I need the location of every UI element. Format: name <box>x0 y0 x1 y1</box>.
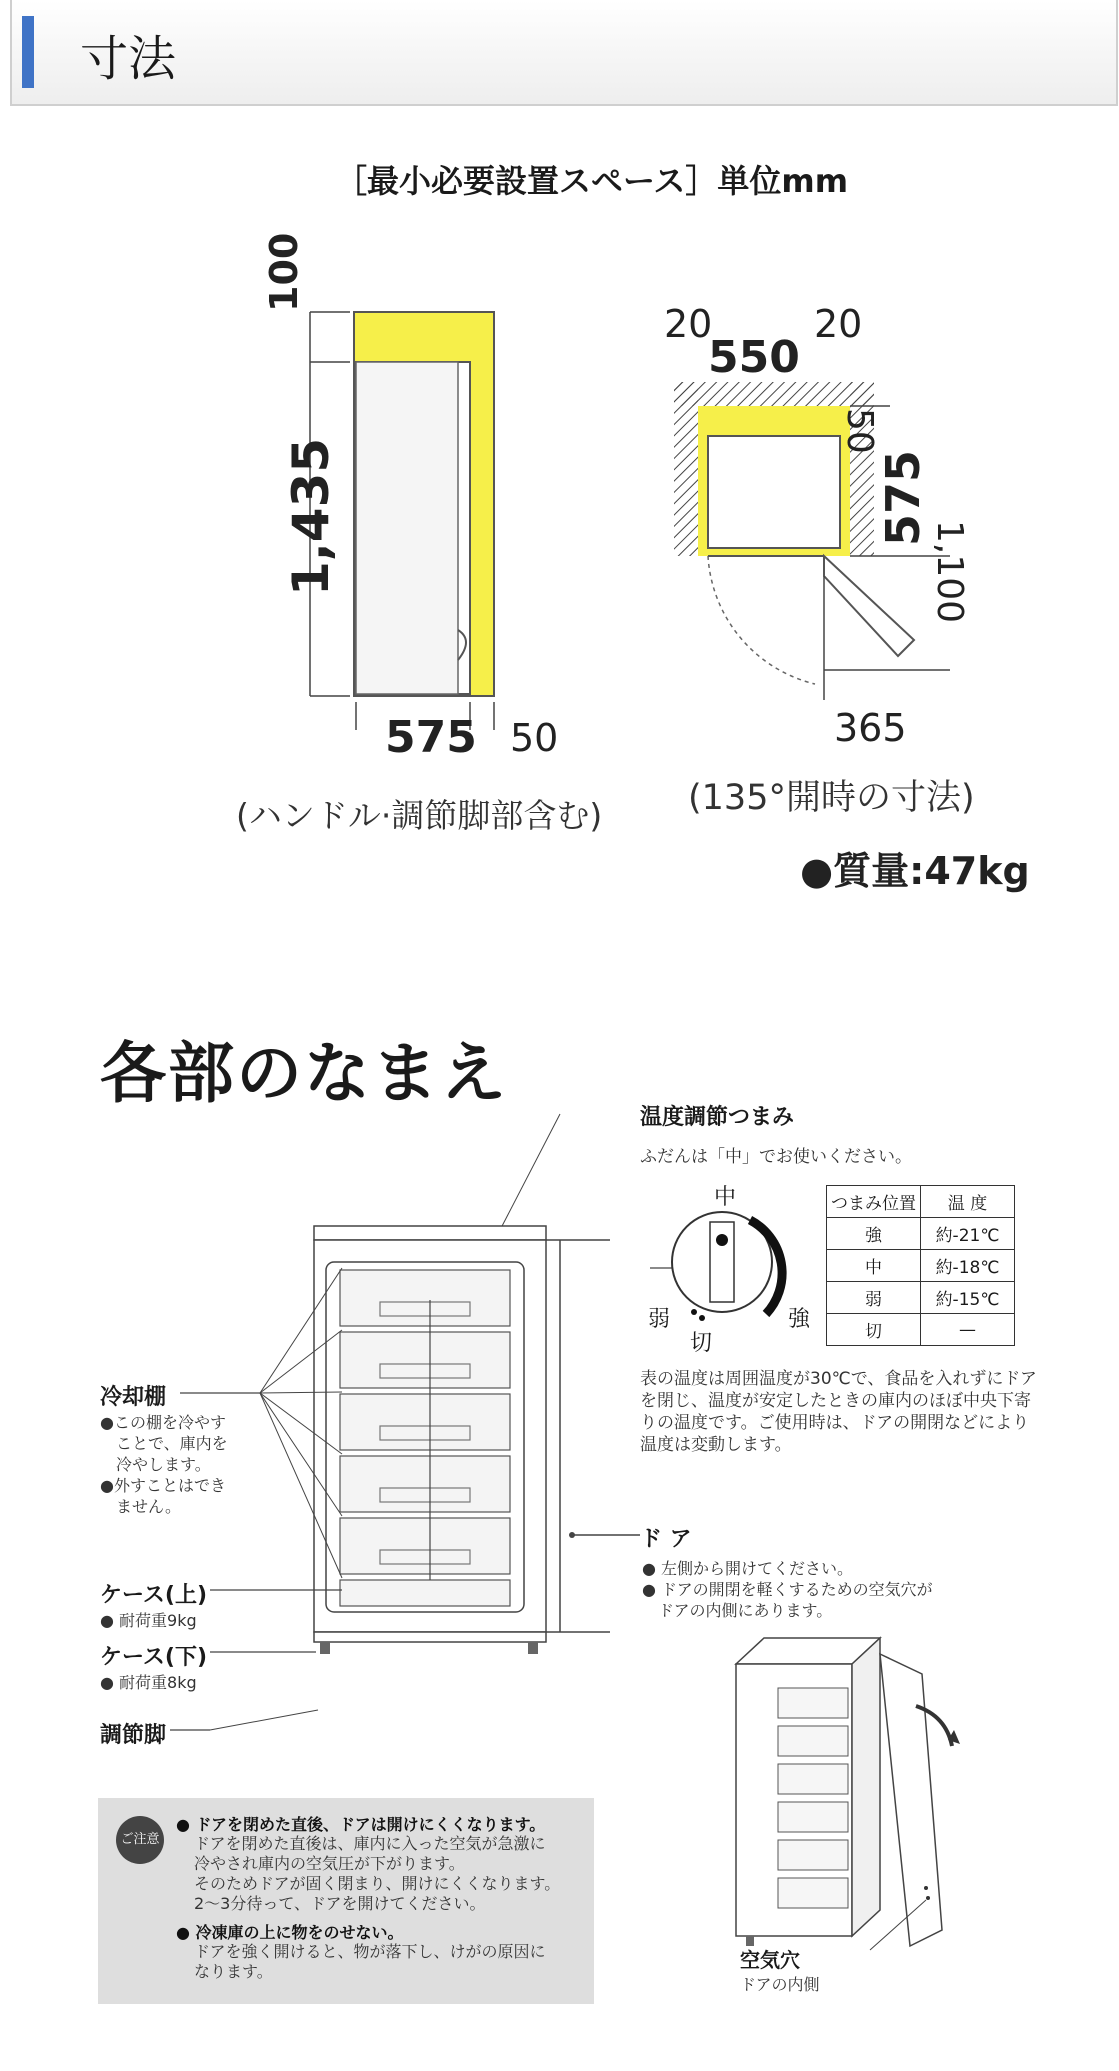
section-header <box>10 0 1118 106</box>
table-cell: — <box>921 1314 1015 1346</box>
dim-height: 1,435 <box>282 437 340 596</box>
table-cell: 弱 <box>827 1282 921 1314</box>
dim-right-gap: 20 <box>814 302 863 346</box>
knob-note-line: 温度は変動します。 <box>640 1435 792 1455</box>
weight-label: ●質量:47kg <box>800 849 1030 893</box>
table-cell: 切 <box>827 1314 921 1346</box>
door-note-line: ドアの内側にあります。 <box>658 1601 833 1620</box>
shelf-note-line: 冷やします。 <box>116 1455 211 1474</box>
foot-title: 調節脚 <box>100 1723 167 1748</box>
knob-note-line: を閉じ、温度が安定したときの庫内のほぼ中央下寄 <box>640 1391 1031 1411</box>
case-upper-title: ケース(上) <box>100 1583 208 1608</box>
knob-title: 温度調節つまみ <box>640 1105 795 1130</box>
caution-body-line: そのためドアが固く閉まり、開けにくくなります。 <box>194 1874 561 1893</box>
table-row <box>827 1282 1015 1314</box>
dimensions-caption: ［最小必要設置スペース］単位mm <box>335 162 849 200</box>
table-header-row <box>827 1186 1015 1218</box>
caution-body-line: 2～3分待って、ドアを開けてください。 <box>194 1894 486 1913</box>
table-cell: 約-21℃ <box>921 1218 1015 1250</box>
door-note-line: ● 左側から開けてください。 <box>642 1559 854 1578</box>
knob-note-line: 表の温度は周囲温度が30℃で、食品を入れずにドア <box>640 1369 1037 1389</box>
shelf-note-line: ことで、庫内を <box>116 1434 228 1453</box>
section-title: 寸法 <box>80 31 177 87</box>
vent-title: 空気穴 <box>740 1948 800 1972</box>
dim-top-depth: 575 <box>876 449 930 546</box>
dim-left-gap: 20 <box>664 302 713 346</box>
caution-box <box>98 1798 594 2004</box>
caution-badge: ご注意 <box>116 1816 164 1864</box>
shelf-notes <box>100 1412 228 1517</box>
dial-label-mid: 中 <box>714 1185 737 1210</box>
case-upper-note: ● 耐荷重9kg <box>100 1611 197 1630</box>
dim-width: 550 <box>708 332 800 383</box>
dim-total-depth: 1,100 <box>929 520 970 624</box>
table-cell: 中 <box>827 1250 921 1282</box>
dim-top-clearance: 100 <box>262 232 306 312</box>
parts-heading: 各部のなまえ <box>100 1035 508 1112</box>
caution-item-head: ● 冷凍庫の上に物をのせない。 <box>176 1923 404 1942</box>
case-lower-note: ● 耐荷重8kg <box>100 1673 197 1692</box>
dial-label-weak: 弱 <box>648 1307 671 1332</box>
dial-label-strong: 強 <box>788 1307 811 1332</box>
vent-subtitle: ドアの内側 <box>740 1975 820 1994</box>
table-cell: 約-15℃ <box>921 1282 1015 1314</box>
temperature-table <box>826 1185 1015 1346</box>
knob-subtitle: ふだんは「中」でお使いください。 <box>640 1147 912 1167</box>
caution-body-line: ドアを閉めた直後は、庫内に入った空気が急激に <box>194 1834 546 1853</box>
table-cell: 約-18℃ <box>921 1250 1015 1282</box>
caution-item-body <box>194 1834 560 1914</box>
dim-top-rear: 50 <box>839 408 880 454</box>
dial-label-off: 切 <box>690 1331 713 1356</box>
dim-door: 365 <box>834 706 907 750</box>
temperature-dial[interactable] <box>650 1190 800 1340</box>
table-row <box>827 1250 1015 1282</box>
table-row <box>827 1314 1015 1346</box>
dim-side-rear: 50 <box>510 716 559 760</box>
shelf-note-line: ●この棚を冷やす <box>100 1413 226 1432</box>
open-door-illustration <box>720 1630 1010 1960</box>
table-cell: 強 <box>827 1218 921 1250</box>
caution-item-head: ● ドアを閉めた直後、ドアは開けにくくなります。 <box>176 1815 546 1834</box>
dim-side-depth: 575 <box>385 712 477 763</box>
door-note-line: ● ドアの開閉を軽くするための空気穴が <box>642 1580 933 1599</box>
shelf-note-line: ません。 <box>116 1497 181 1516</box>
shelf-note-line: ●外すことはでき <box>100 1476 226 1495</box>
table-header: つまみ位置 <box>827 1186 921 1218</box>
caution-body-line: ドアを強く開けると、物が落下し、けがの原因に <box>194 1942 546 1961</box>
side-view-note: (ハンドル·調節脚部含む) <box>236 796 603 835</box>
case-lower-title: ケース(下) <box>100 1645 208 1670</box>
door-notes <box>642 1558 933 1621</box>
knob-note-line: りの温度です。ご使用時は、ドアの開閉などにより <box>640 1413 1030 1433</box>
header-accent-bar <box>22 16 34 88</box>
door-title: ド ア <box>640 1527 692 1552</box>
caution-item-body <box>194 1942 546 1982</box>
table-header: 温 度 <box>921 1186 1015 1218</box>
table-row <box>827 1218 1015 1250</box>
caution-body-line: なります。 <box>194 1962 273 1981</box>
top-view-note: (135°開時の寸法) <box>688 778 975 818</box>
knob-note <box>640 1368 1037 1456</box>
shelf-title: 冷却棚 <box>100 1385 167 1410</box>
caution-body-line: 冷やされ庫内の空気圧が下がります。 <box>194 1854 465 1873</box>
